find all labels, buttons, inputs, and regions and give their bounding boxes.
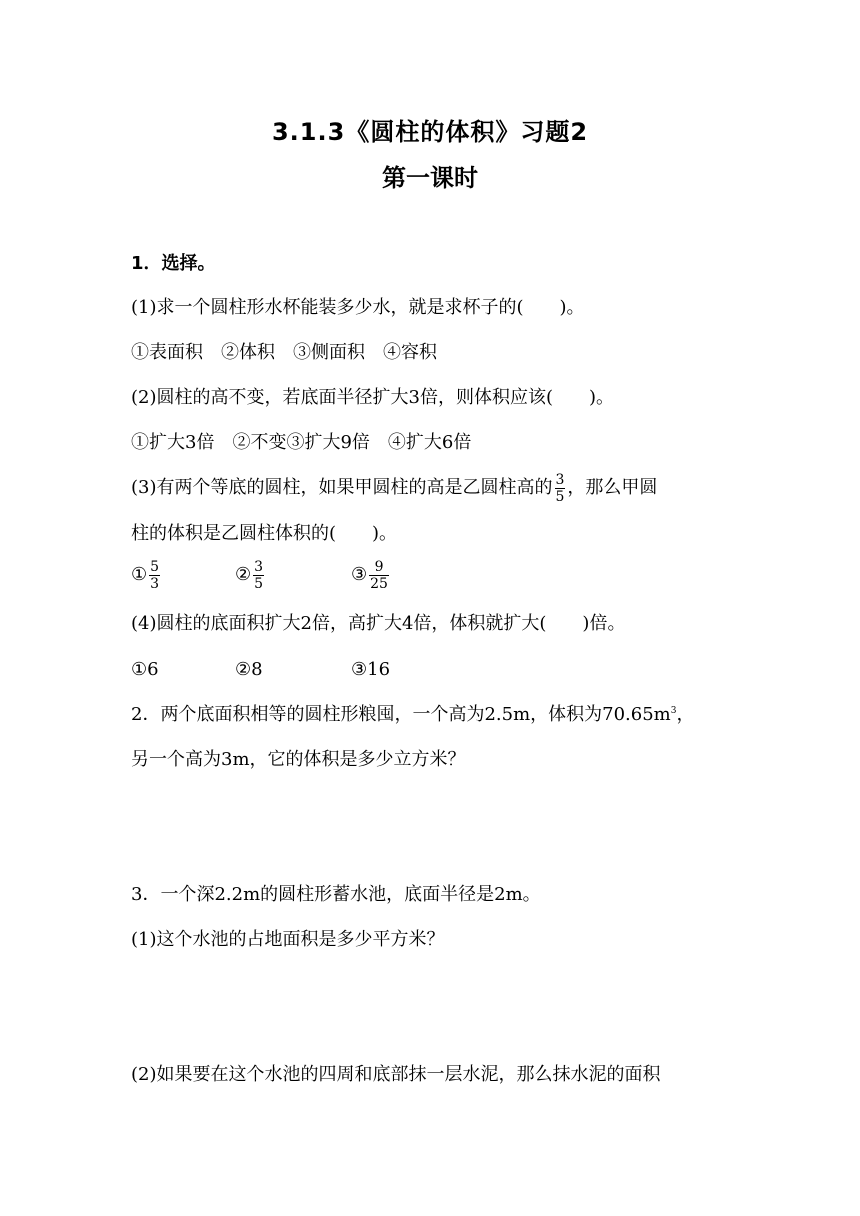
option-1: ①6 <box>131 659 159 680</box>
option-3-mark: ③ <box>351 564 368 585</box>
q3-part1: (1)这个水池的占地面积是多少平方米？ <box>131 929 445 950</box>
fraction-denominator: 5 <box>254 575 264 592</box>
option-1-fraction <box>149 559 160 592</box>
q1-part3-line1 <box>131 466 657 510</box>
q1-part3-fraction <box>555 472 566 505</box>
option-3: ③16 <box>351 659 391 680</box>
q2-line1 <box>131 703 694 727</box>
option-2-fraction <box>253 559 264 592</box>
q1-part1-options: ①表面积 ②体积 ③侧面积 ④容积 <box>131 342 437 363</box>
q1-part3-text-a: (3)有两个等底的圆柱，如果甲圆柱的高是乙圆柱高的 <box>131 477 553 498</box>
fraction-denominator: 25 <box>370 575 388 592</box>
q1-part4: (4)圆柱的底面积扩大2倍，高扩大4倍，体积就扩大( )倍。 <box>131 613 626 634</box>
q1-part3-options <box>131 554 391 596</box>
q2-comma: ， <box>676 704 695 725</box>
fraction-denominator: 5 <box>555 488 565 505</box>
q1-heading: 1．选择。 <box>131 253 216 274</box>
q1-part2: (2)圆柱的高不变，若底面半径扩大3倍，则体积应该( )。 <box>131 387 614 408</box>
option-3 <box>351 554 391 596</box>
q1-part3-line2: 柱的体积是乙圆柱体积的( )。 <box>131 523 398 544</box>
fraction-numerator: 3 <box>555 471 565 488</box>
option-2: ②8 <box>235 659 263 680</box>
q2-text: 2．两个底面积相等的圆柱形粮囤，一个高为2.5m，体积为70.65m <box>131 704 671 725</box>
fraction-numerator: 9 <box>369 559 389 576</box>
q3-line1: 3．一个深2.2m的圆柱形蓄水池，底面半径是2m。 <box>131 884 541 905</box>
option-3-fraction <box>369 559 389 592</box>
page-subtitle: 第一课时 <box>382 164 478 192</box>
option-1-mark: ① <box>131 564 148 585</box>
q1-part2-options: ①扩大3倍 ②不变③扩大9倍 ④扩大6倍 <box>131 432 472 453</box>
q2-line2: 另一个高为3m，它的体积是多少立方米？ <box>131 749 466 770</box>
fraction-numerator: 3 <box>254 558 264 575</box>
option-2-mark: ② <box>235 564 252 585</box>
page-title: 3.1.3《圆柱的体积》习题2 <box>271 118 589 146</box>
option-1 <box>131 554 235 596</box>
option-2 <box>235 554 351 596</box>
q1-part4-options <box>131 658 390 682</box>
fraction-denominator: 3 <box>150 575 160 592</box>
cubic-superscript: 3 <box>670 706 677 716</box>
q1-part1: (1)求一个圆柱形水杯能装多少水，就是求杯子的( )。 <box>131 297 585 318</box>
q1-part3-text-b: ，那么甲圆 <box>567 477 658 498</box>
q3-part2: (2)如果要在这个水池的四周和底部抹一层水泥，那么抹水泥的面积 <box>131 1064 661 1085</box>
fraction-numerator: 5 <box>150 558 160 575</box>
